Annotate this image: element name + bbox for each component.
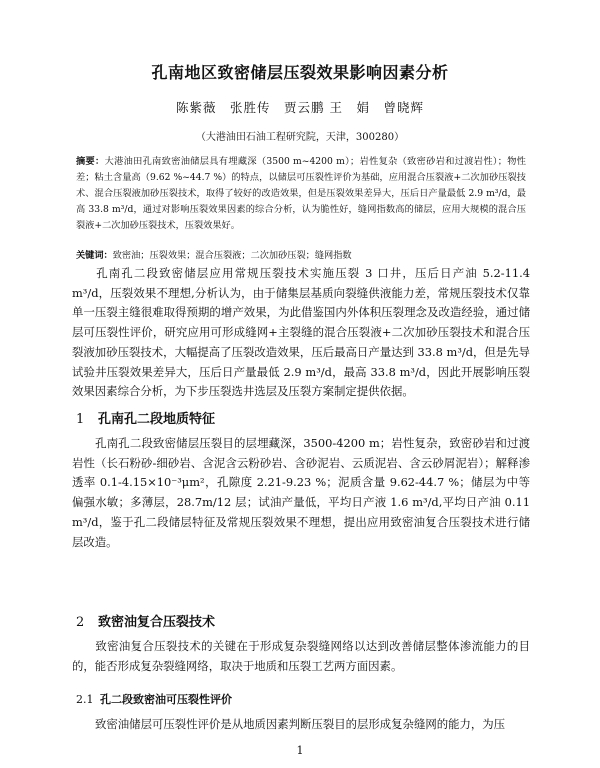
author-affiliation: （大港油田石油工程研究院，天津，300280）	[195, 132, 405, 143]
intro-paragraph: 孔南孔二段致密储层应用常规压裂技术实施压裂 3 口井，压后日产油 5.2-11.4 m³/d，压裂效果不理想,分析认为，由于储集层基质向裂缝供液能力差，常规压裂技术仅靠单一压裂主缝很难取得预期的增产效果，为此借鉴国内外体积压裂理念及改造经验，通过储层可压裂性评价，研究应用可形成缝网+主裂缝的混合压裂液+二次加砂压裂技术和混合压裂液加砂压裂技术，大幅提高了压裂改造效果，压后最高日产量达到 33.8 m³/d，但是先导试验井压裂效果差异大，压后日产量最低 2.9 m³/d，最高 33.8 m³/d，因此开展影响压裂效果因素综合分析，为下步压裂选井选层及压裂方案制定提供依据。	[72, 266, 530, 399]
subsection-2-1-title: 孔二段致密油可压裂性评价	[100, 693, 232, 706]
keywords-text: 致密油；压裂效果；混合压裂液；二次加砂压裂；缝网指数	[112, 250, 352, 261]
abstract-label: 摘要：	[76, 156, 105, 167]
section-2-paragraph: 致密油复合压裂技术的关键在于形成复杂裂缝网络以达到改善储层整体渗流能力的目的，能否形成复杂裂缝网络，取决于地质和压裂工艺两方面因素。	[72, 639, 530, 673]
page-number: 1	[296, 744, 304, 757]
section-1-title: 孔南孔二段地质特征	[98, 412, 216, 427]
abstract	[76, 154, 526, 234]
subsection-2-1-paragraph: 致密油储层可压裂性评价是从地质因素判断压裂目的层形成复杂缝网的能力，为压	[95, 717, 506, 731]
section-2-heading	[76, 611, 215, 630]
paper-authors: 陈紫薇 张胜传 贾云鹏 王 娟 曾晓辉	[176, 100, 424, 115]
section-2-number: 2	[76, 615, 85, 630]
keywords-label: 关键词：	[76, 250, 113, 261]
section-1-heading	[76, 408, 215, 427]
paper-title: 孔南地区致密储层压裂效果影响因素分析	[151, 63, 449, 82]
keywords	[76, 248, 526, 264]
section-1-paragraph: 孔南孔二段致密储层压裂目的层埋藏深，3500-4200 m；岩性复杂，致密砂岩和过渡岩性（长石粉砂-细砂岩、含泥含云粉砂岩、含砂泥岩、云质泥岩、含云砂屑泥岩）；解释渗透率 0.1-4.15×10⁻³μm²，孔隙度 2.21-9.23 %；泥质含量 9.62-44.7 %；储层为中等偏强水敏；多薄层，28.7m/12 层；试油产量低，平均日产液 1.6 m³/d,平均日产油 0.11 m³/d，鉴于孔二段储层特征及常规压裂效果不理想，提出应用致密油复合压裂技术进行储层改造。	[72, 436, 530, 549]
subsection-2-1-number: 2.1	[76, 693, 94, 706]
section-2-title: 致密油复合压裂技术	[98, 615, 216, 630]
section-1-number: 1	[76, 412, 85, 427]
abstract-text: 大港油田孔南致密油储层具有埋藏深（3500 m~4200 m）；岩性复杂（致密砂岩和过渡岩性）；物性差；粘土含量高（9.62 %~44.7 %）的特点，以储层可压裂性评价为基础，应用混合压裂液+二次加砂压裂技术、混合压裂液加砂压裂技术，取得了较好的改造效果，但是压裂效果差异大，压后日产量最低 2.9 m³/d，最高 33.8 m³/d，通过对影响压裂效果因素的综合分析，认为脆性好，缝网指数高的储层，应用大规模的混合压裂液+二次加砂压裂技术，压裂效果好。	[76, 156, 526, 231]
subsection-2-1-heading	[76, 691, 232, 707]
